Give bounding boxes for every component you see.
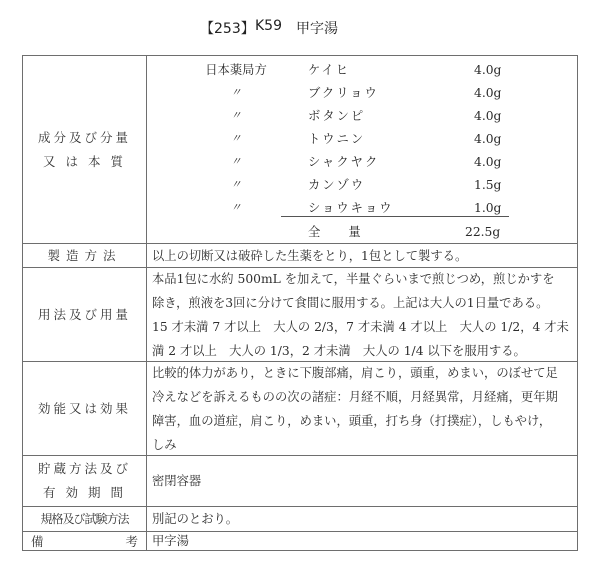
ingredient-source: 〃 [230, 201, 242, 214]
ingredient-row [147, 81, 577, 105]
ingredient-row [147, 150, 577, 174]
ingredient-amount: 4.0g [474, 63, 502, 77]
remarks-value [147, 532, 577, 550]
total-row [147, 220, 577, 244]
composition-row [23, 56, 577, 243]
manufacturing-value [147, 244, 577, 267]
storage-text: 密閉容器 [152, 474, 202, 488]
efficacy-line: しみ [152, 437, 177, 452]
composition-label-line-1: 成分及び分量 [37, 129, 131, 145]
usage-label [23, 268, 147, 361]
ingredient-row [147, 104, 577, 128]
ingredient-source: 〃 [230, 178, 242, 191]
composition-label [23, 56, 147, 243]
usage-row [23, 267, 577, 361]
manufacturing-row [23, 243, 577, 267]
usage-line: 本品1包に水約 500mL を加えて，半量ぐらいまで煎じつめ，煎じかすを [152, 271, 555, 286]
manufacturing-text: 以上の切断又は破砕した生薬をとり，1包として製する。 [152, 248, 468, 263]
manufacturing-label-text: 製造方法 [47, 247, 122, 263]
ingredient-name: トウニン [308, 132, 366, 146]
remarks-text: 甲字湯 [152, 534, 189, 548]
usage-line: 除き，煎液を3回に分けて食間に服用する。上記は大人の1日量である。 [152, 295, 549, 310]
storage-row [23, 455, 577, 506]
ingredient-amount: 1.0g [474, 201, 502, 215]
ingredient-amount: 1.5g [474, 178, 502, 192]
efficacy-row [23, 361, 577, 455]
ingredient-source: 〃 [230, 132, 242, 145]
ingredient-name: ブクリョウ [308, 86, 379, 100]
ingredient-amount: 4.0g [474, 155, 502, 169]
total-amount: 22.5g [465, 225, 501, 239]
efficacy-line: 比較的体力があり，ときに下腹部痛，肩こり，頭重，めまい，のぼせて足 [152, 365, 558, 380]
manufacturing-label [23, 244, 147, 267]
storage-value [147, 456, 577, 506]
storage-label-line-1: 貯蔵方法及び [37, 461, 131, 476]
specification-row [23, 506, 577, 531]
specification-value [147, 507, 577, 531]
ingredient-source: 〃 [230, 86, 242, 99]
ingredient-row [147, 173, 577, 197]
efficacy-label [23, 362, 147, 455]
formula-number: 【253】 [200, 21, 255, 37]
usage-value [147, 268, 579, 361]
remarks-label-a: 備 [31, 533, 44, 549]
ingredient-name: カンゾウ [308, 178, 366, 192]
ingredient-source: 日本薬局方 [205, 63, 267, 77]
remarks-row [23, 531, 577, 550]
storage-label-line-2: 有 効 期 間 [43, 485, 126, 500]
efficacy-line: 障害，血の道症，肩こり，めまい，頭重，打ち身（打撲症），しもやけ， [152, 413, 552, 428]
storage-label [23, 456, 147, 506]
usage-line: 満 2 才以上 大人の 1/3，2 才未満 大人の 1/4 以下を服用する。 [152, 343, 526, 358]
specification-label [23, 507, 147, 531]
usage-label-text: 用法及び用量 [37, 306, 131, 322]
specification-label-text: 規格及び試験方法 [40, 512, 129, 526]
usage-line: 15 才未満 7 才以上 大人の 2/3，7 才未満 4 才以上 大人の 1/2，4 才未 [152, 319, 569, 334]
ingredient-name: ケイヒ [308, 63, 351, 77]
total-divider [281, 216, 509, 217]
efficacy-line: 冷えなどを訴えるものの次の諸症：月経不順，月経異常，月経痛，更年期 [152, 389, 558, 404]
efficacy-value [147, 362, 577, 455]
ingredient-name: ショウキョウ [308, 201, 394, 215]
composition-list [147, 56, 577, 243]
formula-table [22, 55, 578, 551]
ingredient-name: ボタンピ [308, 109, 366, 123]
ingredient-amount: 4.0g [474, 132, 502, 146]
composition-label-line-2: 又 は 本 質 [43, 153, 126, 169]
ingredient-source: 〃 [230, 155, 242, 168]
ingredient-row [147, 58, 577, 82]
ingredient-row [147, 127, 577, 151]
ingredient-amount: 4.0g [474, 86, 502, 100]
remarks-label [23, 532, 147, 550]
ingredient-source: 〃 [230, 109, 242, 122]
efficacy-label-text: 効能又は効果 [37, 400, 131, 416]
formula-name: 甲字湯 [296, 21, 338, 37]
specification-text: 別記のとおり。 [152, 512, 239, 526]
formula-code: K59 [255, 18, 282, 34]
total-label: 全 量 [308, 225, 361, 239]
ingredient-amount: 4.0g [474, 109, 502, 123]
remarks-label-b: 考 [125, 533, 138, 549]
ingredient-name: シャクヤク [308, 155, 380, 169]
